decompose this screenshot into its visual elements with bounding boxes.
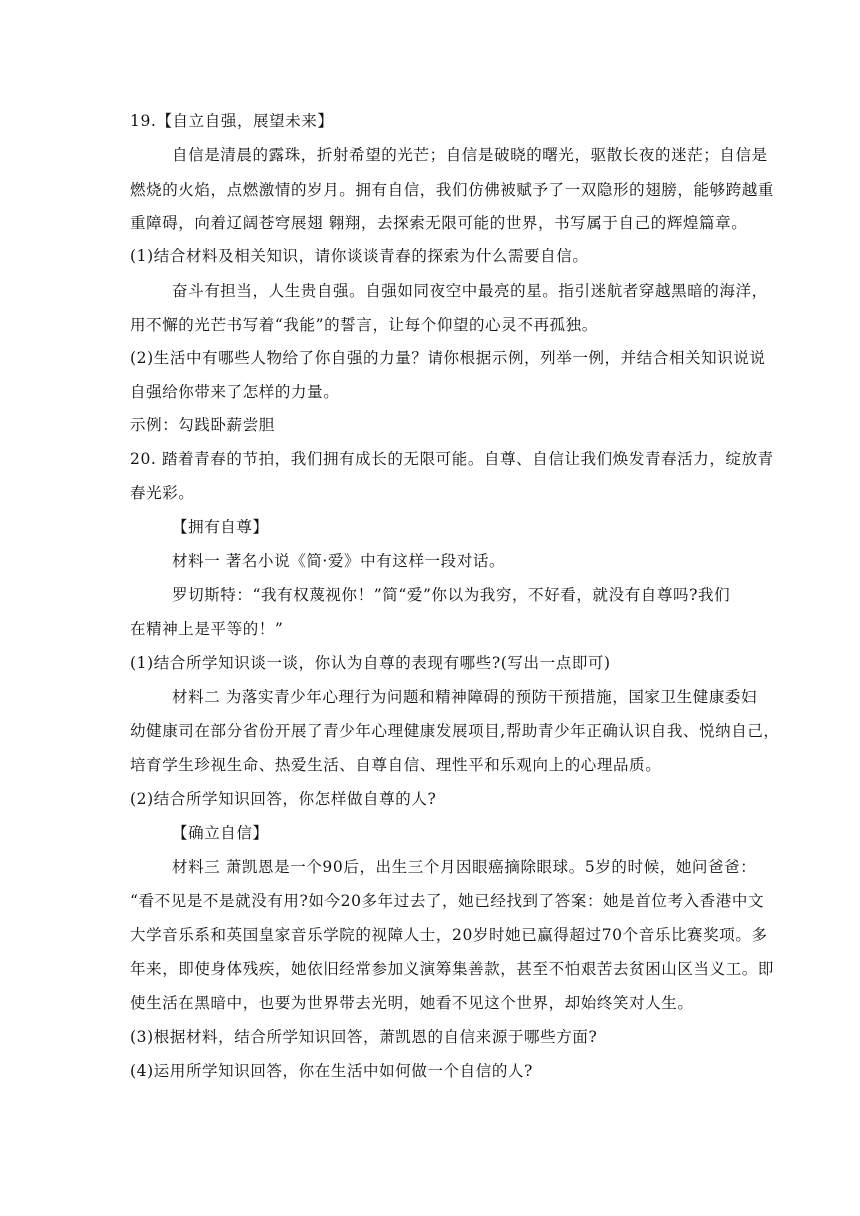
q20-material3-line2: “看不见是不是就没有用?如今20多年过去了，她已经找到了答案：她是首位考入香港中文 [130, 892, 765, 910]
q20-material3-line4: 年来，即使身体残疾，她依旧经常参加义演筹集善款，甚至不怕艰苦去贫困山区当义工。即 [130, 960, 775, 978]
q19-para1-line2: 燃烧的火焰，点燃激情的岁月。拥有自信，我们仿佛被赋予了一双隐形的翅膀，能够跨越重 [130, 181, 775, 199]
q20-sub1: (1)结合所学知识谈一谈，你认为自尊的表现有哪些?(写出一点即可) [130, 654, 611, 672]
q20-sub2: (2)结合所学知识回答，你怎样做自尊的人? [130, 790, 437, 808]
q20-material1-dialog-line2: 在精神上是平等的！” [130, 620, 284, 638]
q20-sub4: (4)运用所学知识回答，你在生活中如何做一个自信的人? [130, 1062, 533, 1080]
q19-sub2-line1: (2)生活中有哪些人物给了你自强的力量？请你根据示例，列举一例，并结合相关知识说说 [130, 349, 766, 367]
q20-material3-line5: 使生活在黑暗中，也要为世界带去光明，她看不见这个世界，却始终笑对人生。 [130, 994, 694, 1012]
q20-material1-dialog-line1: 罗切斯特：“我有权蔑视你！”简“爱”你以为我穷，不好看，就没有自尊吗?我们 [172, 586, 731, 604]
q19-para1-line1: 自信是清晨的露珠，折射希望的光芒；自信是破晓的曙光，驱散长夜的迷茫；自信是 [172, 146, 768, 164]
q20-material3-line1: 材料三 萧凯恩是一个90后，出生三个月因眼癌摘除眼球。5岁的时候，她问爸爸： [172, 858, 757, 876]
q20-intro-line2: 春光彩。 [130, 484, 195, 502]
q20-material3-line3: 大学音乐系和英国皇家音乐学院的视障人士，20岁时她已赢得超过70个音乐比赛奖项。多 [130, 926, 768, 944]
q20-material2-line2: 幼健康司在部分省份开展了青少年心理健康发展项目,帮助青少年正确认识自我、悦纳自己， [130, 722, 780, 740]
q19-para2-line1: 奋斗有担当，人生贵自强。自强如同夜空中最亮的星。指引迷航者穿越黑暗的海洋， [172, 282, 768, 300]
q19-sub1: (1)结合材料及相关知识，请你谈谈青春的探索为什么需要自信。 [130, 247, 589, 265]
q20-sub3: (3)根据材料，结合所学知识回答，萧凯恩的自信来源于哪些方面? [130, 1028, 598, 1046]
q20-section-heading-2: 【确立自信】 [172, 824, 269, 842]
q19-para1-line3: 重障碍，向着辽阔苍穹展翅 翱翔，去探索无限可能的世界，书写属于自己的辉煌篇章。 [130, 214, 748, 232]
q19-title: 19.【自立自强，展望未来】 [130, 112, 334, 130]
q20-section-heading-1: 【拥有自尊】 [172, 518, 269, 536]
q20-material2-line1: 材料二 为落实青少年心理行为问题和精神障碍的预防干预措施，国家卫生健康委妇 [172, 688, 758, 706]
q20-material2-line3: 培育学生珍视生命、热爱生活、自尊自信、理性平和乐观向上的心理品质。 [130, 756, 662, 774]
q19-example: 示例：勾践卧薪尝胆 [130, 416, 275, 434]
q20-intro-line1: 20. 踏着青春的节拍，我们拥有成长的无限可能。自尊、自信让我们焕发青春活力，绽放青 [130, 450, 774, 468]
q19-sub2-line2: 自强给你带来了怎样的力量。 [130, 383, 340, 401]
q19-para2-line2: 用不懈的光芒书写着“我能”的誓言，让每个仰望的心灵不再孤独。 [130, 316, 598, 334]
q20-material1-intro: 材料一 著名小说《简·爱》中有这样一段对话。 [172, 552, 506, 570]
